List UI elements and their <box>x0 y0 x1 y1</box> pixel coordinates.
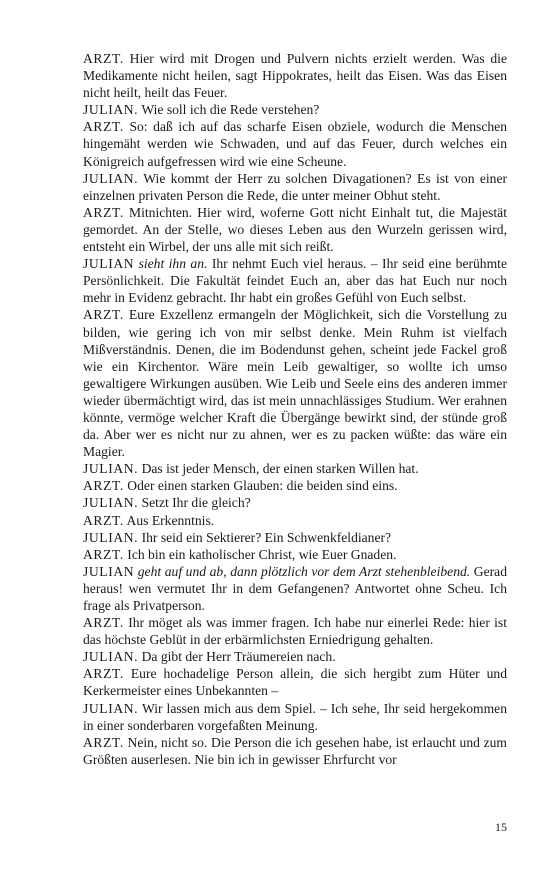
speaker-name: ARZT. <box>83 512 124 528</box>
dialogue-text: Setzt Ihr die gleich? <box>141 495 251 511</box>
speaker-name: JULIAN. <box>83 649 139 665</box>
dialogue-text: Ihr seid ein Sektierer? Ein Schwenkfeldianer? <box>141 529 392 545</box>
dialogue-paragraph <box>83 494 507 511</box>
speaker-name: ARZT. <box>83 734 124 750</box>
dialogue-text: Da gibt der Herr Träumereien nach. <box>141 649 336 665</box>
speaker-name: ARZT. <box>83 615 124 631</box>
dialogue-text: Oder einen starken Glauben: die beiden sind eins. <box>127 478 398 494</box>
dialogue-paragraph <box>83 614 507 648</box>
speaker-name: JULIAN. <box>83 700 139 716</box>
speaker-name: ARZT. <box>83 478 124 494</box>
dialogue-text: Gerad heraus! wen vermutet Ihr in dem Gefangenen? Antwortet ohne Scheu. Ich frage als Privatperson. <box>83 563 507 613</box>
dialogue-text: Ich bin ein katholischer Christ, wie Euer Gnaden. <box>127 546 397 562</box>
speaker-name: JULIAN <box>83 256 135 272</box>
dialogue-text: Ihr möget als was immer fragen. Ich habe nur einerlei Rede: hier ist das höchste Geblüt in der erbärmlichsten Erniedrigung gehalten. <box>83 615 507 648</box>
dialogue-paragraph <box>83 170 507 204</box>
speaker-name: ARZT. <box>83 666 124 682</box>
stage-direction: geht auf und ab, dann plötzlich vor dem Arzt stehenbleibend. <box>137 563 471 579</box>
dialogue-paragraph <box>83 306 507 460</box>
page-number: 15 <box>495 820 507 834</box>
dialogue-text: Ihr nehmt Euch viel heraus. – Ihr seid eine berühmte Persönlichkeit. Die Fakultät feindet Euch an, aber das hat Euch nur noch mehr in Evidenz gebracht. Ihr habt ein großes Gefühl von Euch selbst. <box>83 256 507 306</box>
dialogue-text: Wie soll ich die Rede verstehen? <box>141 102 320 118</box>
dialogue-paragraph <box>83 665 507 699</box>
dialogue-text: Hier wird mit Drogen und Pulvern nichts erzielt werden. Was die Medikamente nicht heilen, sagt Hippokrates, heilt das Eisen. Was das Eisen nicht heilt, heilt das Feuer. <box>83 51 507 101</box>
dialogue-paragraph <box>83 477 507 494</box>
dialogue-paragraph <box>83 460 507 477</box>
speaker-name: ARZT. <box>83 204 124 220</box>
dialogue-paragraph <box>83 204 507 255</box>
speaker-name: JULIAN. <box>83 102 139 118</box>
dialogue-text: Das ist jeder Mensch, der einen starken Willen hat. <box>141 461 419 477</box>
speaker-name: JULIAN. <box>83 461 139 477</box>
dialogue-paragraph <box>83 50 507 101</box>
dialogue-paragraph <box>83 529 507 546</box>
speaker-name: JULIAN. <box>83 529 139 545</box>
dialogue-text: Wie kommt der Herr zu solchen Divagationen? Es ist von einer einzelnen privaten Person die Rede, die unter meiner Obhut steht. <box>83 170 508 203</box>
speaker-name: ARZT. <box>83 119 124 135</box>
stage-direction: sieht ihn an. <box>138 256 208 272</box>
dialogue-text: Wir lassen mich aus dem Spiel. – Ich sehe, Ihr seid hergekommen in einer sonderbaren vorgefaßten Meinung. <box>83 700 507 733</box>
dialogue-paragraph <box>83 700 507 734</box>
speaker-name: ARZT. <box>83 51 124 66</box>
speaker-name: JULIAN. <box>83 170 139 186</box>
dialogue-text: Aus Erkenntnis. <box>126 512 215 528</box>
dialogue-paragraph <box>83 101 507 118</box>
dialogue-text: So: daß ich auf das scharfe Eisen obziele, wodurch die Menschen hingemäht werden wie Schwaden, und auf das Feuer, durch welches ein Königreich aufgefressen wird wie eine Scheune. <box>83 119 507 169</box>
speaker-name: JULIAN <box>83 563 135 579</box>
dialogue-paragraph <box>83 118 507 169</box>
dialogue-text: Eure Exzellenz ermangeln der Möglichkeit, sich die Vorstellung zu bilden, wie gering ich von mir selbst denke. Mein Ruhm ist vielfach Mißverständnis. Denen, die im Bodendunst gehen, scheint jede Fackel groß wie ein Kirchentor. Wäre mein Leib gewaltiger, so wollte ich umso gewaltigere Wirkungen ausüben. Wie Leib und Seele eins des anderen immer wieder übermächtigt wird, das ist mein unnachlässiges Studium. Wer erahnen könnte, vermöge welcher Kraft die Übergänge bewirkt sind, der stünde groß da. Aber wer es nicht nur zu ahnen, wer es zu packen wüßte: das wäre ein Magier. <box>83 307 507 460</box>
dialogue-paragraph <box>83 734 507 768</box>
page-text-block <box>83 50 507 768</box>
dialogue-text: Eure hochadelige Person allein, die sich hergibt zum Hüter und Kerkermeister eines Unbekannten – <box>83 666 507 699</box>
dialogue-paragraph <box>83 648 507 665</box>
speaker-name: ARZT. <box>83 546 124 562</box>
dialogue-text: Nein, nicht so. Die Person die ich gesehen habe, ist erlaucht und zum Größten auserlesen. Nie bin ich in gewisser Ehrfurcht vor <box>83 734 507 767</box>
dialogue-paragraph <box>83 255 507 306</box>
speaker-name: JULIAN. <box>83 495 139 511</box>
dialogue-paragraph <box>83 546 507 563</box>
dialogue-paragraph <box>83 512 507 529</box>
dialogue-paragraph <box>83 563 507 614</box>
dialogue-text: Mitnichten. Hier wird, woferne Gott nicht Einhalt tut, die Majestät gemordet. An der Stelle, wo dieses Leben aus den Wurzeln gerissen wird, entsteht ein Wirbel, der uns alle mit sich reißt. <box>83 204 507 255</box>
speaker-name: ARZT. <box>83 307 124 323</box>
